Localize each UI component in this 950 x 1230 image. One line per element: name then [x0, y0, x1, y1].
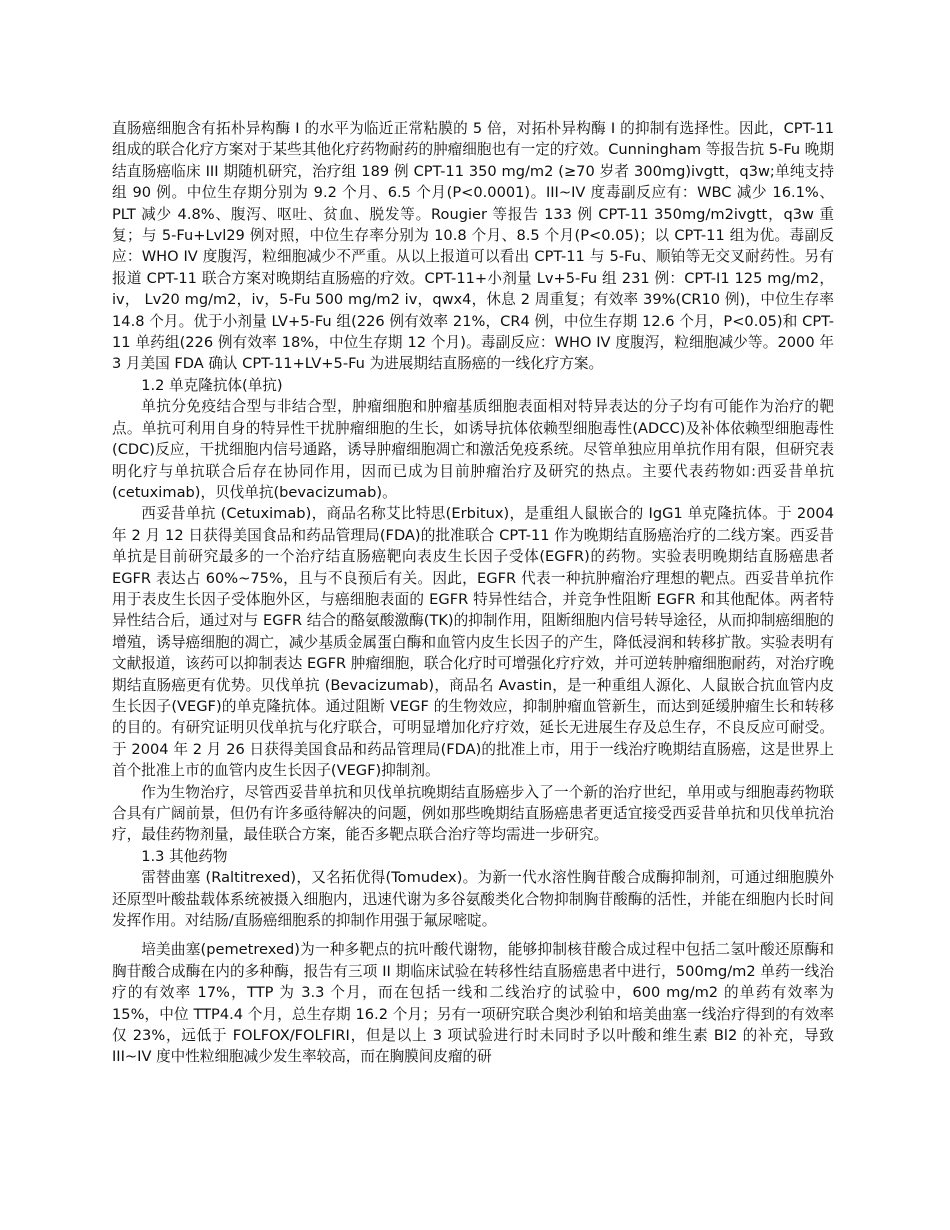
- document-page: [112, 118, 834, 1068]
- section-heading-other-drugs: 1.3 其他药物: [141, 847, 228, 865]
- paragraph-raltitrexed: 雷替曲塞 (Raltitrexed)，又名拓优得(Tomudex)。为新一代水溶性胸苷酸合成酶抑制剂，可通过细胞膜外还原型叶酸盐载体系统被摄入细胞内，迅速代谢为多谷氨酸类化合物抑制胸苷酸酶的活性，并能在细胞内长时间发挥作用。对结肠/直肠癌细胞系的抑制作用强于氟尿嘧啶。: [112, 869, 834, 930]
- paragraph-cpt11-continued: 直肠癌细胞含有拓朴异构酶 I 的水平为临近正常粘膜的 5 倍，对拓朴异构酶 I 的抑制有选择性。因此，CPT-11 组成的联合化疗方案对于某些其他化疗药物耐药的肿瘤细胞也有一定的疗效。Cunningham 等报告抗 5-Fu 晚期结直肠癌临床 III 期随机研究，治疗组 189 例 CPT-11 350 mg/m2 (≥70 岁者 300mg)ivgtt，q3w;单纯支持组 90 例。中位生存期分别为 9.2 个月、6.5 个月(P<0.0001)。III~IV 度毒副反应有：WBC 减少 16.1%、PLT 减少 4.8%、腹泻、呕吐、贫血、脱发等。Rougier 等报告 133 例 CPT-11 350mg/m2ivgtt，q3w 重复；与 5-Fu+Lvl29 例对照，中位生存率分别为 10.8 个月、8.5 个月(P<0.05)；以 CPT-11 组为优。毒副反应：WHO IV 度腹泻，粒细胞减少不严重。从以上报道可以看出 CPT-11 与 5-Fu、顺铂等无交叉耐药性。另有报道 CPT-11 联合方案对晚期结直肠癌的疗效。CPT-11+小剂量 Lv+5-Fu 组 231 例：CPT-I1 125 mg/m2，iv， Lv20 mg/m2，iv，5-Fu 500 mg/m2 iv，qwx4，休息 2 周重复；有效率 39%(CR10 例)，中位生存率 14.8 个月。优于小剂量 LV+5-Fu 组(226 例有效率 21%，CR4 例，中位生存期 12.6 个月，P<0.05)和 CPT-11 单药组(226 例有效率 18%，中位生存期 12 个月)。毒副反应：WHO IV 度腹泻，粒细胞减少等。2000 年 3 月美国 FDA 确认 CPT-11+LV+5-Fu 为进展期结直肠癌的一线化疗方案。: [112, 120, 834, 373]
- paragraph-cetuximab-bevacizumab: 西妥昔单抗 (Cetuximab)，商品名称艾比特思(Erbitux)，是重组人鼠嵌合的 IgG1 单克隆抗体。于 2004 年 2 月 12 日获得美国食品和药品管理局(FDA)的批准联合 CPT-11 作为晚期结直肠癌治疗的二线方案。西妥昔单抗是目前研究最多的一个治疗结直肠癌靶向表皮生长因子受体(EGFR)的药物。实验表明晚期结直肠癌患者 EGFR 表达占 60%~75%，且与不良预后有关。因此，EGFR 代表一种抗肿瘤治疗理想的靶点。西妥昔单抗作用于表皮生长因子受体胞外区，与癌细胞表面的 EGFR 特异性结合，并竞争性阻断 EGFR 和其他配体。两者特异性结合后，通过对与 EGFR 结合的酪氨酸激酶(TK)的抑制作用，阻断细胞内信号转导途径，从而抑制癌细胞的增殖，诱导癌细胞的凋亡，减少基质金属蛋白酶和血管内皮生长因子的产生，降低浸润和转移扩散。实验表明有文献报道，该药可以抑制表达 EGFR 肿瘤细胞，联合化疗时可增强化疗疗效，并可逆转肿瘤细胞耐药，对治疗晚期结直肠癌更有优势。贝伐单抗 (Bevacizumab)，商品名 Avastin，是一种重组人源化、人鼠嵌合抗血管内皮生长因子(VEGF)的单克隆抗体。通过阻断 VEGF 的生物效应，抑制肿瘤血管新生，而达到延缓肿瘤生长和转移的目的。有研究证明贝伐单抗与化疗联合，可明显增加化疗疗效，延长无进展生存及总生存，不良反应可耐受。于 2004 年 2 月 26 日获得美国食品和药品管理局(FDA)的批准上市，用于一线治疗晚期结直肠癌，这是世界上首个批准上市的血管内皮生长因子(VEGF)抑制剂。: [112, 505, 834, 780]
- paragraph-pemetrexed: 培美曲塞(pemetrexed)为一种多靶点的抗叶酸代谢物，能够抑制核苷酸合成过程中包括二氢叶酸还原酶和胸苷酸合成酶在内的多种酶，报告有三项 II 期临床试验在转移性结直肠癌患者中进行，500mg/m2 单药一线治疗的有效率 17%，TTP 为 3.3 个月，而在包括一线和二线治疗的试验中，600 mg/m2 的单药有效率为 15%，中位 TTP4.4 个月，总生存期 16.2 个月；另有一项研究联合奥沙利铂和培美曲塞一线治疗得到的有效率仅 23%，远低于 FOLFOX/FOLFIRI，但是以上 3 项试验进行时未同时予以叶酸和维生素 Bl2 的补充，导致 III~IV 度中性粒细胞减少发生率较高，而在胸膜间皮瘤的研: [112, 941, 834, 1066]
- paragraph-monoclonal-antibody-intro: 单抗分免疫结合型与非结合型，肿瘤细胞和肿瘤基质细胞表面相对特异表达的分子均有可能作为治疗的靶点。单抗可利用自身的特异性干扰肿瘤细胞的生长，如诱导抗体依赖型细胞毒性(ADCC)及补体依赖型细胞毒性(CDC)反应，干扰细胞内信号通路，诱导肿瘤细胞凋亡和激活免疫系统。尽管单独应用单抗作用有限，但研究表明化疗与单抗联合后存在协同作用，因而已成为目前肿瘤治疗及研究的热点。主要代表药物如:西妥昔单抗(cetuximab)，贝伐单抗(bevacizumab)。: [112, 398, 834, 501]
- paragraph-spacer: [112, 931, 834, 939]
- paragraph-biological-therapy: 作为生物治疗，尽管西妥昔单抗和贝伐单抗晚期结直肠癌步入了一个新的治疗世纪，单用或与细胞毒药物联合具有广阔前景，但仍有许多亟待解决的问题，例如那些晚期结直肠癌患者更适宜接受西妥昔单抗和贝伐单抗治疗，最佳药物剂量，最佳联合方案，能否多靶点联合治疗等均需进一步研究。: [112, 783, 834, 844]
- section-heading-monoclonal-antibody: 1.2 单克隆抗体(单抗): [141, 376, 283, 394]
